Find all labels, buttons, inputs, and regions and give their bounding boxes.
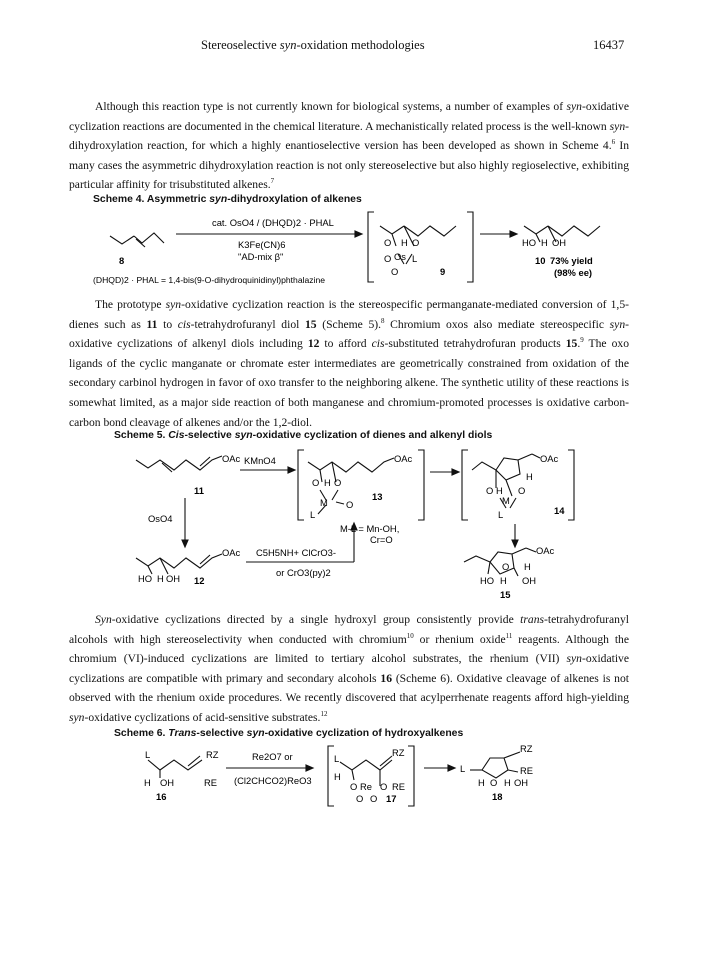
svg-text:O: O (502, 561, 510, 572)
svg-text:Os: Os (394, 251, 406, 262)
svg-text:OH: OH (522, 575, 537, 586)
compound-8-structure (110, 233, 164, 247)
reagent-kmno4: KMnO4 (244, 455, 276, 466)
svg-text:RZ: RZ (392, 747, 405, 758)
svg-text:O: O (391, 266, 399, 277)
svg-text:H: H (524, 561, 531, 572)
svg-text:H: H (500, 575, 507, 586)
svg-text:OH: OH (514, 777, 529, 788)
scheme-5-figure (0, 442, 701, 607)
scheme-4-figure (0, 206, 701, 296)
svg-text:H: H (157, 573, 164, 584)
reagent-bottom: (Cl2CHCO2)ReO3 (234, 775, 312, 786)
compound-label-8: 8 (119, 255, 125, 266)
reagent-chromium-1: C5H5NH+ ClCrO3- (256, 547, 336, 558)
compound-label-12: 12 (194, 575, 205, 586)
svg-text:H: H (541, 237, 548, 248)
svg-text:O: O (384, 253, 392, 264)
compound-label-18: 18 (492, 791, 503, 802)
compound-12-structure (136, 554, 222, 574)
svg-text:H: H (496, 485, 503, 496)
svg-text:L: L (334, 753, 340, 764)
svg-text:RE: RE (204, 777, 218, 788)
reagent-bottom-2: "AD-mix β" (238, 251, 284, 262)
svg-text:O: O (490, 777, 498, 788)
svg-text:L: L (460, 763, 466, 774)
svg-text:O: O (518, 485, 526, 496)
scheme-6-figure (0, 740, 701, 810)
paragraph-2: The prototype syn-oxidative cyclization reaction is the stereospecific permanganate-mediated conversion of 1,5-dienes such as 11 to cis-tetrahydrofuranyl diol 15 (Scheme 5).$^8$ Chromium oxos also mediate stereospecific syn-oxidative cyclizations of alkenyl diols including 12 to afford cis-substituted tetrahydrofuran products 15.$^9$ The oxo ligands of the cyclic manganate or chromate ester intermediates are geometrically constrained from oxidation of the secondary carbinol hydrogen in favor of oxo transfer to the neighboring alkene. The synthetic utility of these reactions is somewhat limited, as a major side reaction of both manganese and chromium-promoted processes is oxidative carbon-carbon bond cleavage of alkenes and/or the 1,2-diol. (69, 298, 629, 429)
compound-label-11: 11 (194, 485, 204, 496)
svg-text:H: H (324, 477, 331, 488)
ml-definition-1: M-L = Mn-OH, (340, 523, 400, 534)
header-title: Stereoselective syn-oxidation methodologies (201, 38, 425, 52)
svg-text:H: H (401, 237, 408, 248)
svg-text:H: H (334, 771, 341, 782)
svg-text:L: L (310, 509, 316, 520)
reagent-bottom-1: K3Fe(CN)6 (238, 239, 286, 250)
reagent-oso4: OsO4 (148, 513, 173, 524)
svg-text:O: O (312, 477, 320, 488)
svg-text:H: H (144, 777, 151, 788)
svg-text:RZ: RZ (206, 749, 219, 760)
svg-text:O: O (334, 477, 342, 488)
svg-text:RZ: RZ (520, 743, 533, 754)
reagent-top: Re2O7 or (252, 751, 293, 762)
svg-text:O: O (350, 781, 358, 792)
footnote: (DHQD)2 · PHAL = 1,4-bis(9-O-dihydroquinidinyl)phthalazine (93, 275, 326, 285)
svg-text:OAc: OAc (536, 545, 555, 556)
svg-text:L: L (498, 509, 504, 520)
compound-label-15: 15 (500, 589, 511, 600)
reagent-top: cat. OsO4 / (DHQD)2 · PHAL (212, 217, 334, 228)
compound-label-13: 13 (372, 491, 383, 502)
svg-text:H: H (504, 777, 511, 788)
svg-text:O: O (486, 485, 494, 496)
scheme-4-title: Scheme 4. Asymmetric syn-dihydroxylation of alkenes (93, 194, 362, 205)
svg-text:O: O (356, 793, 364, 804)
svg-text:OH: OH (552, 237, 567, 248)
running-header (201, 38, 425, 53)
svg-text:M: M (320, 497, 328, 508)
compound-label-17: 17 (386, 793, 397, 804)
compound-label-10: 10 (535, 255, 546, 266)
page-number: 16437 (593, 38, 625, 52)
bracket-right (467, 212, 473, 282)
svg-text:OH: OH (166, 573, 181, 584)
svg-text:HO: HO (480, 575, 495, 586)
scheme-5-title: Scheme 5. Cis-selective syn-oxidative cyclization of dienes and alkenyl diols (114, 430, 493, 441)
compound-18-structure (470, 752, 520, 778)
svg-text:RE: RE (392, 781, 406, 792)
svg-text:O: O (384, 237, 392, 248)
svg-text:OAc: OAc (394, 453, 413, 464)
svg-text:HO: HO (138, 573, 153, 584)
paragraph-3: Syn-oxidative cyclizations directed by a single hydroxyl group consistently provide trans-tetrahydrofuranyl alcohols with high stereoselectivity when conducted with chromium$^{10}$ or rhenium oxide$^{11}$ reagents. Although the chromium (VI)-induced cyclizations are limited to tertiary alcohol substrates, the rhenium (VII) syn-oxidative cyclizations are compatible with primary and secondary alcohols 16 (Scheme 6). Oxidative cleavage of alkenes is not observed with the rhenium oxide procedures. We recently discovered that acylperrhenate reagents afford high-yielding syn-oxidative cyclizations of acid-sensitive substrates.$^{12}$ (69, 613, 630, 724)
svg-text:OH: OH (160, 777, 175, 788)
svg-text:Re: Re (360, 781, 372, 792)
compound-label-16: 16 (156, 791, 167, 802)
svg-text:L: L (145, 749, 151, 760)
yield: 73% yield (550, 255, 593, 266)
compound-label-9: 9 (440, 266, 446, 277)
svg-text:OAc: OAc (540, 453, 559, 464)
svg-text:RE: RE (520, 765, 534, 776)
svg-text:L: L (412, 253, 418, 264)
bracket-left (368, 212, 374, 282)
svg-text:H: H (526, 471, 533, 482)
compound-16-structure (148, 756, 202, 778)
svg-text:O: O (380, 781, 388, 792)
compound-label-14: 14 (554, 505, 565, 516)
paragraph-1: Although this reaction type is not currently known for biological systems, a number of examples of syn-oxidative cyclization reactions are documented in the chemical literature. A mechanistically related process is the well-known syn-dihydroxylation reaction, for which a highly enantioselective version has been developed as shown in Scheme 4.$^6$ In many cases the asymmetric dihydroxylation reaction is not only stereoselective but also highly regioselective, exhibiting particular affinity for trisubstituted alkenes.$^7$ (69, 100, 629, 192)
ml-definition-2: Cr=O (370, 534, 393, 545)
svg-text:O: O (412, 237, 420, 248)
svg-text:HO: HO (522, 237, 537, 248)
reagent-chromium-2: or CrO3(py)2 (276, 567, 331, 578)
svg-text:O: O (370, 793, 378, 804)
svg-text:OAc: OAc (222, 547, 241, 558)
svg-text:OAc: OAc (222, 453, 241, 464)
svg-text:M: M (502, 495, 510, 506)
svg-text:H: H (478, 777, 485, 788)
svg-text:O: O (346, 499, 354, 510)
scheme-6-title: Scheme 6. Trans-selective syn-oxidative cyclization of hydroxyalkenes (114, 728, 464, 739)
ee: (98% ee) (554, 267, 593, 278)
